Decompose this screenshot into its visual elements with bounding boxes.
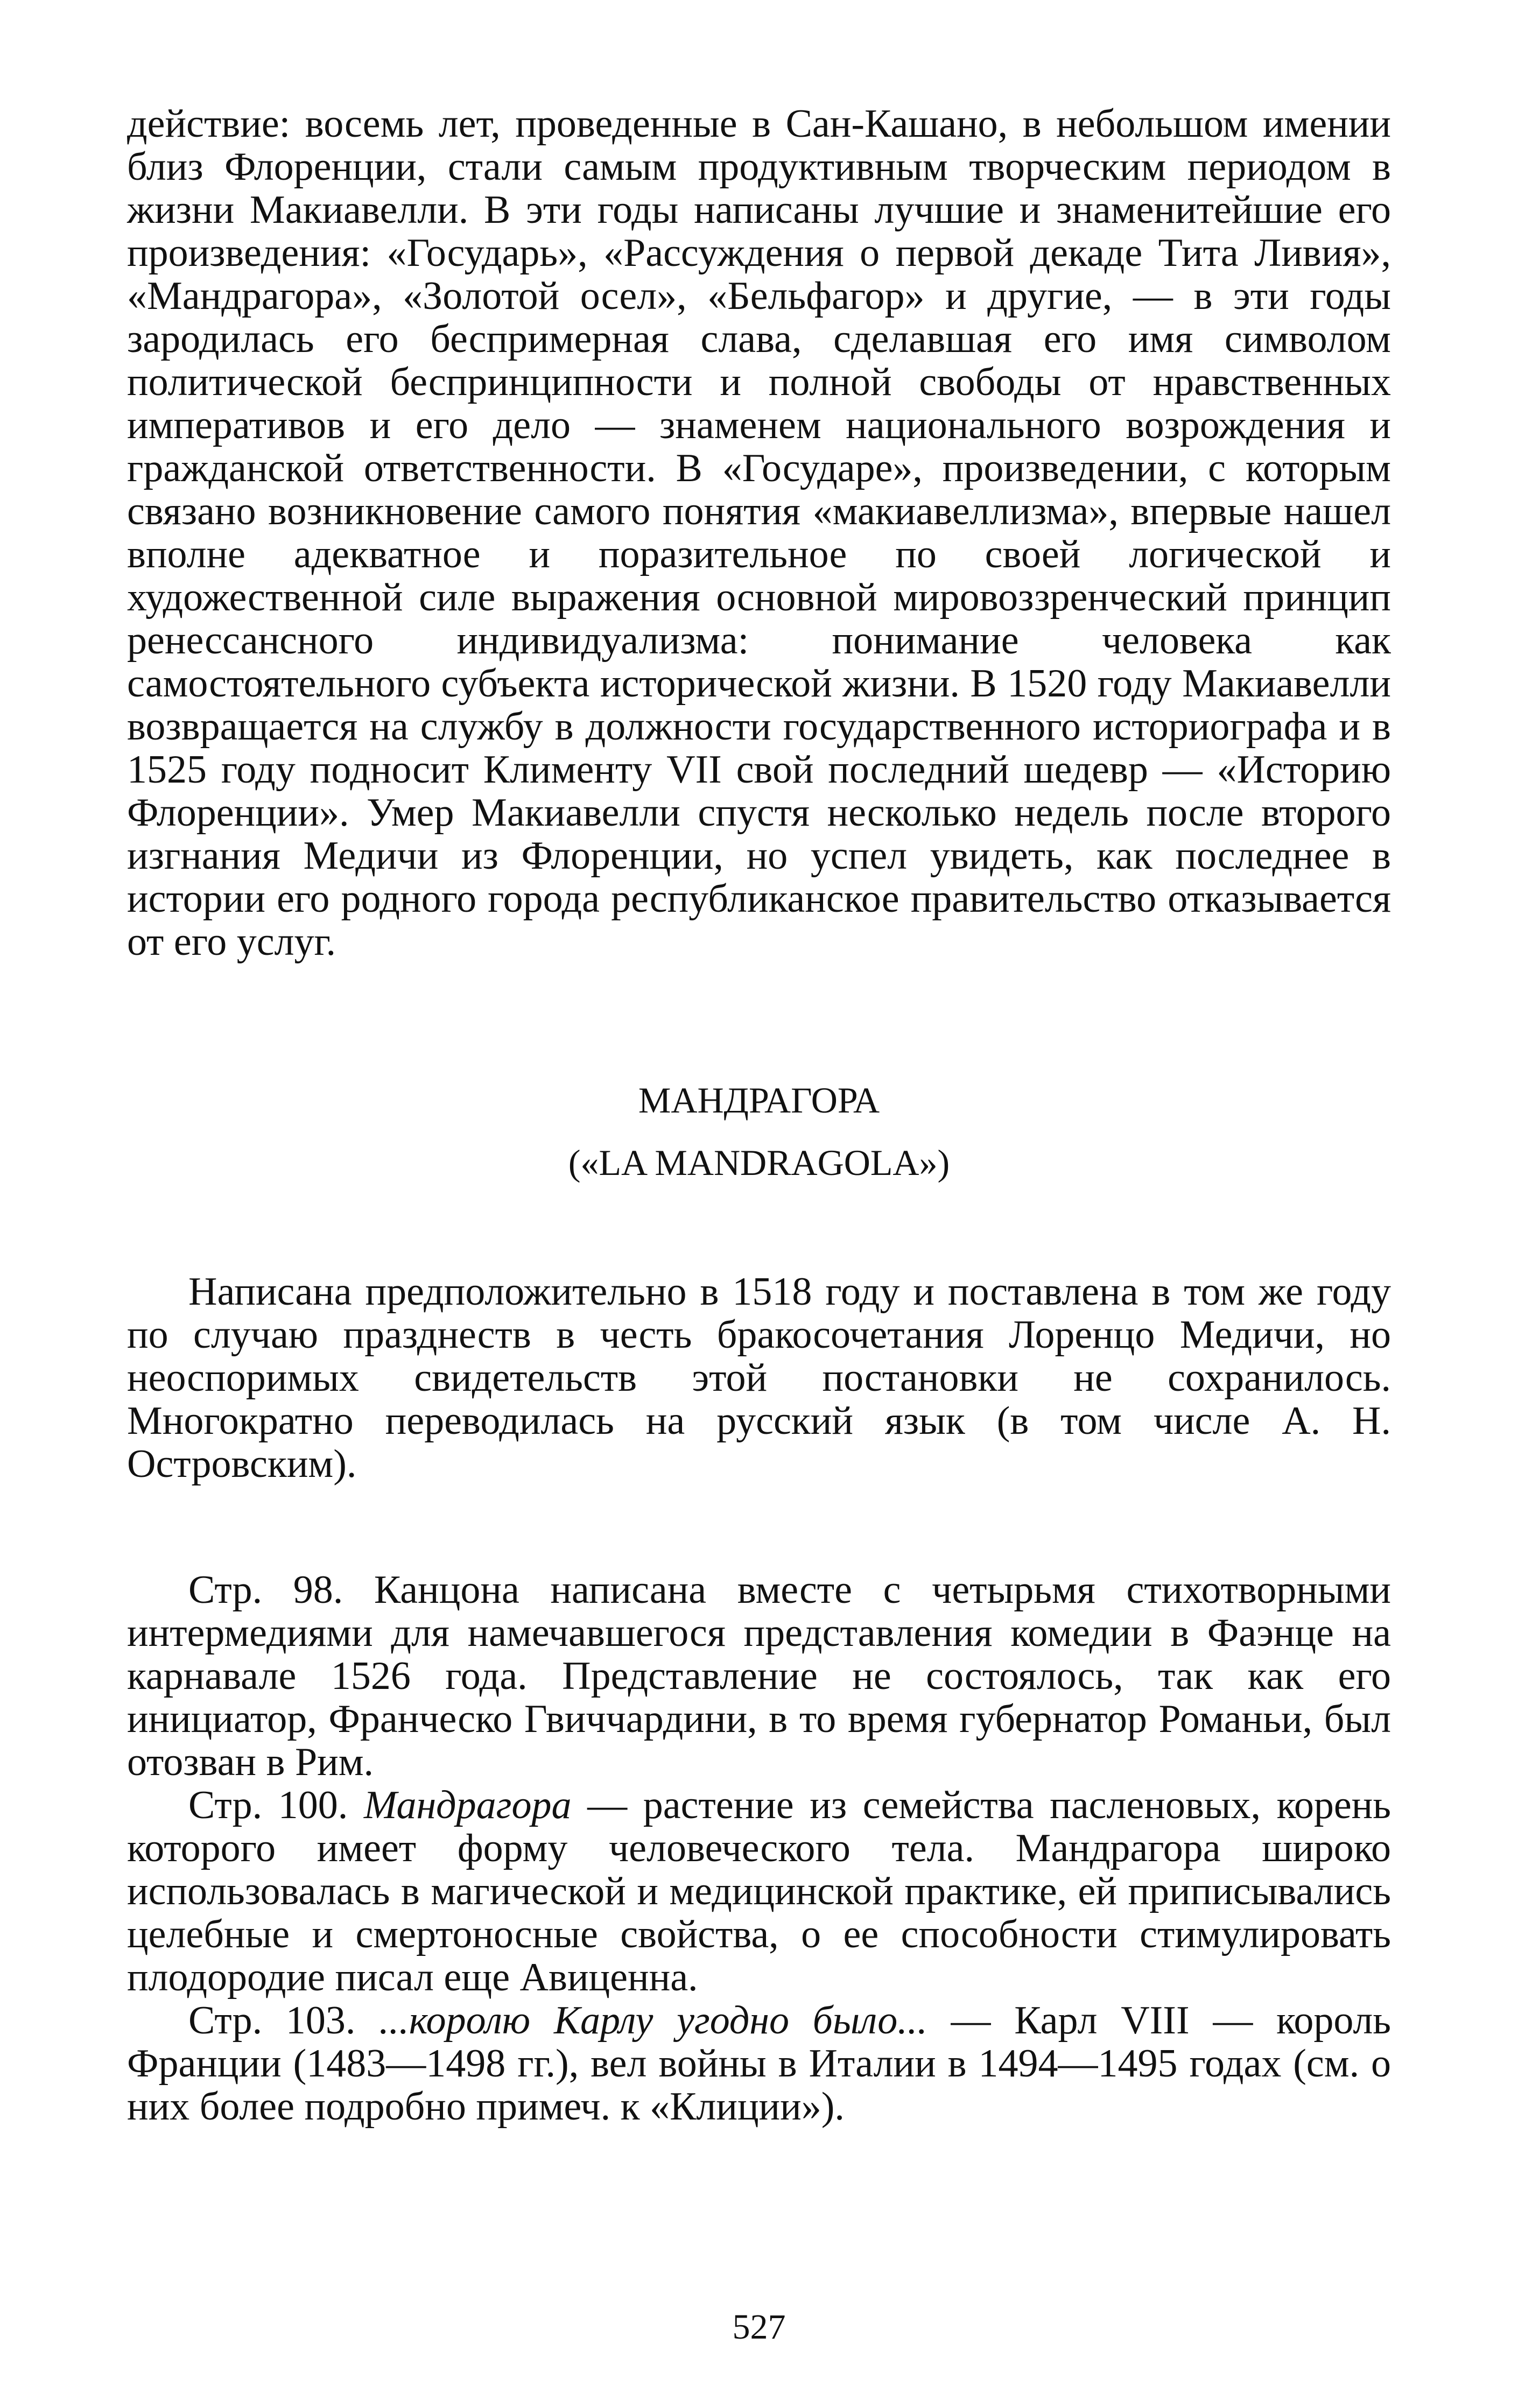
section-description: Написана предположительно в 1518 году и поставлена в том же году по случаю празднеств в честь бракосочетания Лоренцо Медичи, но неоспоримых свидетельств этой постановки не сохранилось. Многократно переводилась на русский язык (в том числе А. Н. Островским). bbox=[127, 1270, 1391, 1486]
book-page bbox=[127, 102, 1391, 2390]
note-paragraph bbox=[127, 1999, 1391, 2128]
note-text: Канцона написана вместе с четырьмя стихотворными интермедиями для намечавшегося представления комедии в Фаэнце на карнавале 1526 года. Представление не состоялось, так как его инициатор, Франческо Гвиччардини, в то время губернатор Романьи, был отозван в Рим. bbox=[127, 1568, 1391, 1784]
intro-paragraph: действие: восемь лет, проведенные в Сан-Кашано, в небольшом имении близ Флоренции, стали самым продуктивным творческим периодом в жизни Макиавелли. В эти годы написаны лучшие и знаменитейшие его произведения: «Государь», «Рассуждения о первой декаде Тита Ливия», «Мандрагора», «Золотой осел», «Бельфагор» и другие, — в эти годы зародилась его беспримерная слава, сделавшая его имя символом политической беспринципности и полной свободы от нравственных императивов и его дело — знаменем национального возрождения и гражданской ответственности. В «Государе», произведении, с которым связано возникновение самого понятия «макиавеллизма», впервые нашел вполне адекватное и поразительное по своей логической и художественной силе выражения основной мировоззренческий принцип ренессансного индивидуализма: понимание человека как самостоятельного субъекта исторической жизни. В 1520 году Макиавелли возвращается на службу в должности государственного историографа и в 1525 году подносит Клименту VII свой последний шедевр — «Историю Флоренции». Умер Макиавелли спустя несколько недель после второго изгнания Медичи из Флоренции, но успел увидеть, как последнее в истории его родного города республиканское правительство отказывается от его услуг. bbox=[127, 102, 1391, 964]
note-text: — растение из семейства пасленовых, корень которого имеет форму человеческого тела. Мандрагора широко использовалась в магической и медицинской практике, ей приписывались целебные и смертоносные свойства, о ее способности стимулировать плодородие писал еще Авиценна. bbox=[127, 1783, 1392, 1999]
page-number: 527 bbox=[732, 2307, 786, 2347]
note-ref: Стр. 103. bbox=[188, 1998, 356, 2043]
note-text: — Карл VIII — король Франции (1483—1498 гг.), вел войны в Италии в 1494—1495 годах (см. о них более подробно примеч. к «Клиции»). bbox=[127, 1998, 1392, 2129]
note-ref: Стр. 98. bbox=[188, 1568, 343, 1612]
section-title: МАНДРАГОРА bbox=[638, 1080, 880, 1121]
note-italic-term: Мандрагора bbox=[363, 1783, 572, 1827]
section-subtitle: («LA MANDRAGOLA») bbox=[568, 1142, 950, 1183]
note-paragraph bbox=[127, 1784, 1391, 1999]
note-italic-term: ...королю Карлу угодно было... bbox=[379, 1998, 927, 2043]
note-paragraph bbox=[127, 1568, 1391, 1784]
note-ref: Стр. 100. bbox=[188, 1783, 348, 1827]
